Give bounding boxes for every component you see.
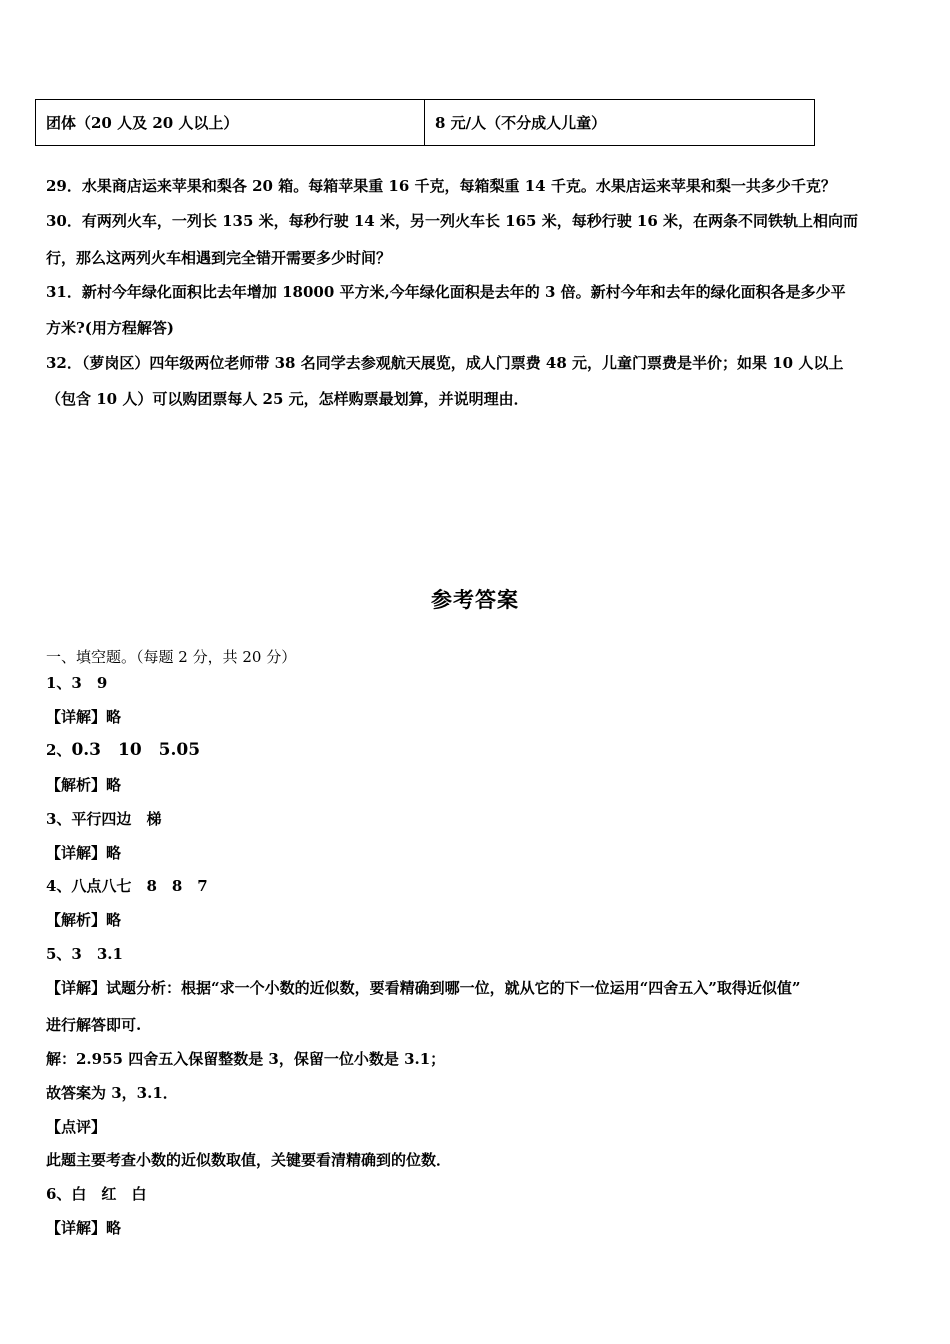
answer-2-values: 0.3 10 5.05 [71, 740, 201, 760]
answer-5-review: 此题主要考查小数的近似数取值，关键要看清精确到的位数． [46, 1151, 452, 1169]
answer-4: 4、八点八七 8 8 7 [46, 877, 208, 895]
answer-6: 6、白 红 白 [46, 1185, 147, 1203]
answer-2-note: 【解析】略 [46, 776, 122, 794]
question-31-line-1: 31．新村今年绿化面积比去年增加 18000 平方米,今年绿化面积是去年的 3 倍。新村今年和去年的绿化面积各是多少平 [46, 283, 846, 301]
question-30-line-1: 30．有两列火车，一列长 135 米，每秒行驶 14 米，另一列火车长 165 米，每秒行驶 16 米，在两条不同铁轨上相向而 [46, 212, 859, 230]
question-30-line-2: 行，那么这两列火车相遇到完全错开需要多少时间？ [46, 249, 392, 267]
group-price-cell: 8 元/人（不分成人儿童） [425, 100, 815, 146]
answer-5-detail-line-1: 【详解】试题分析：根据“求一个小数的近似数，要看精确到哪一位，就从它的下一位运用“四舍五入”取得近似值” [46, 979, 801, 997]
question-32-line-2: （包含 10 人）可以购团票每人 25 元，怎样购票最划算，并说明理由． [46, 390, 529, 408]
answer-3: 3、平行四边 梯 [46, 810, 162, 828]
answer-3-note: 【详解】略 [46, 844, 122, 862]
answer-2 [46, 740, 906, 760]
answer-4-note: 【解析】略 [46, 911, 122, 929]
answer-1-note: 【详解】略 [46, 708, 122, 726]
question-32-line-1: 32．（萝岗区）四年级两位老师带 38 名同学去参观航天展览，成人门票费 48 元，儿童门票费是半价；如果 10 人以上 [46, 354, 844, 372]
answer-5-review-label: 【点评】 [46, 1118, 107, 1136]
answer-2-prefix: 2、 [46, 741, 72, 759]
answer-5-detail-line-2: 进行解答即可. [46, 1016, 142, 1034]
answer-6-note: 【详解】略 [46, 1219, 122, 1237]
question-31-line-2: 方米?(用方程解答) [46, 319, 174, 337]
answers-section-1-heading: 一、填空题。（每题 2 分，共 20 分） [46, 648, 297, 666]
group-label-cell: 团体（20 人及 20 人以上） [36, 100, 425, 146]
ticket-price-table [35, 99, 815, 146]
answers-title: 参考答案 [431, 588, 519, 612]
table-row [36, 100, 815, 146]
answer-5-solution: 解：2.955 四舍五入保留整数是 3，保留一位小数是 3.1； [46, 1050, 446, 1068]
answer-5: 5、3 3.1 [46, 945, 123, 963]
answer-1: 1、3 9 [46, 674, 108, 692]
answer-5-conclusion: 故答案为 3，3.1． [46, 1084, 178, 1102]
question-29: 29．水果商店运来苹果和梨各 20 箱。每箱苹果重 16 千克，每箱梨重 14 千克。水果店运来苹果和梨一共多少千克？ [46, 177, 836, 195]
